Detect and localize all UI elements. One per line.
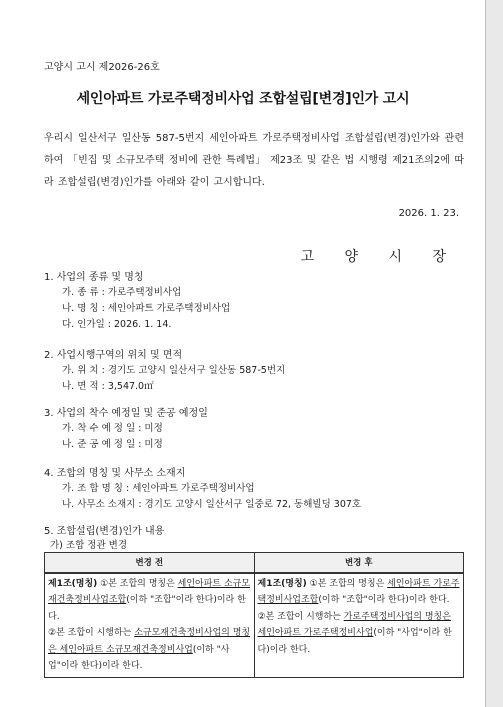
section-heading: 3. 사업의 착수 예정일 및 준공 예정일 xyxy=(44,408,208,419)
section-heading: 1. 사업의 종류 및 명칭 xyxy=(44,272,144,283)
section-item: 가. 조 합 명 칭 : 세인아파트 가로주택정비사업 xyxy=(62,483,255,494)
section-item: 가. 종 류 : 가로주택정비사업 xyxy=(62,287,182,298)
table-row xyxy=(45,573,464,678)
header-after: 변경 후 xyxy=(254,553,464,573)
section-item: 나. 면 적 : 3,547.0㎡ xyxy=(62,381,154,392)
section-item: 나. 준 공 예 정 일 : 미정 xyxy=(62,439,163,450)
document-title: 세인아파트 가로주택정비사업 조합설립[변경]인가 고시 xyxy=(76,91,410,107)
article-paragraph-1: 제1조(명칭) ①본 조합의 명칭은 세인아파트 소규모재건축정비사업조합(이하 "조합"이라 한다)이라 한다. xyxy=(48,578,251,622)
section-item: 가) 조합 정관 변경 xyxy=(50,540,128,551)
section-heading: 5. 조합설립(변경)인가 내용 xyxy=(44,526,165,537)
issuer-name: 고 양 시 장 xyxy=(300,249,459,265)
section-heading: 2. 사업시행구역의 위치 및 면적 xyxy=(44,350,183,361)
section-item: 가. 위 치 : 경기도 고양시 일산서구 일산동 587-5번지 xyxy=(62,365,286,376)
intro-paragraph: 우리시 일산서구 일산동 587-5번지 세인아파트 가로주택정비사업 조합설립(변경)인가와 관련하여 「빈집 및 소규모주택 정비에 관한 특례법」 제23조 및 같은 법 시행령 제21조의2에 따라 조합설립(변경)인가를 아래와 같이 고시합니다. xyxy=(44,133,464,188)
article-paragraph-2: ②본 조합이 시행하는 소규모재건축정비사업의 명칭은 세인아파트 소규모재건축정비사업(이하 "사업"이라 한다)이라 한다. xyxy=(48,628,251,671)
article-paragraph-1: 제1조(명칭) ①본 조합의 명칭은 세인아파트 가로주택정비사업조합(이하 "조합"이라 한다)이라 한다. xyxy=(257,578,460,605)
notice-number: 고양시 고시 제2026-26호 xyxy=(44,62,160,73)
header-before: 변경 전 xyxy=(45,553,255,573)
section-item: 다. 인가일 : 2026. 1. 14. xyxy=(62,319,172,330)
article-paragraph-2: ②본 조합이 시행하는 가로주택정비사업의 명칭은 세인아파트 가로주택정비사업(이하 "사업"이라 한다)이라 한다. xyxy=(257,611,452,655)
comparison-table xyxy=(44,552,464,678)
section-item: 나. 명 칭 : 세인아파트 가로주택정비사업 xyxy=(62,303,231,314)
section-heading: 4. 조합의 명칭 및 사무소 소재지 xyxy=(44,468,186,479)
cell-after xyxy=(254,573,464,678)
section-item: 나. 사무소 소재지 : 경기도 고양시 일산서구 일중로 72, 동해빌딩 307호 xyxy=(62,499,362,510)
page-margin xyxy=(486,0,503,707)
section-item: 가. 착 수 예 정 일 : 미정 xyxy=(62,423,163,434)
notice-date: 2026. 1. 23. xyxy=(398,208,459,219)
table-header-row xyxy=(45,553,464,573)
cell-before xyxy=(45,573,255,678)
